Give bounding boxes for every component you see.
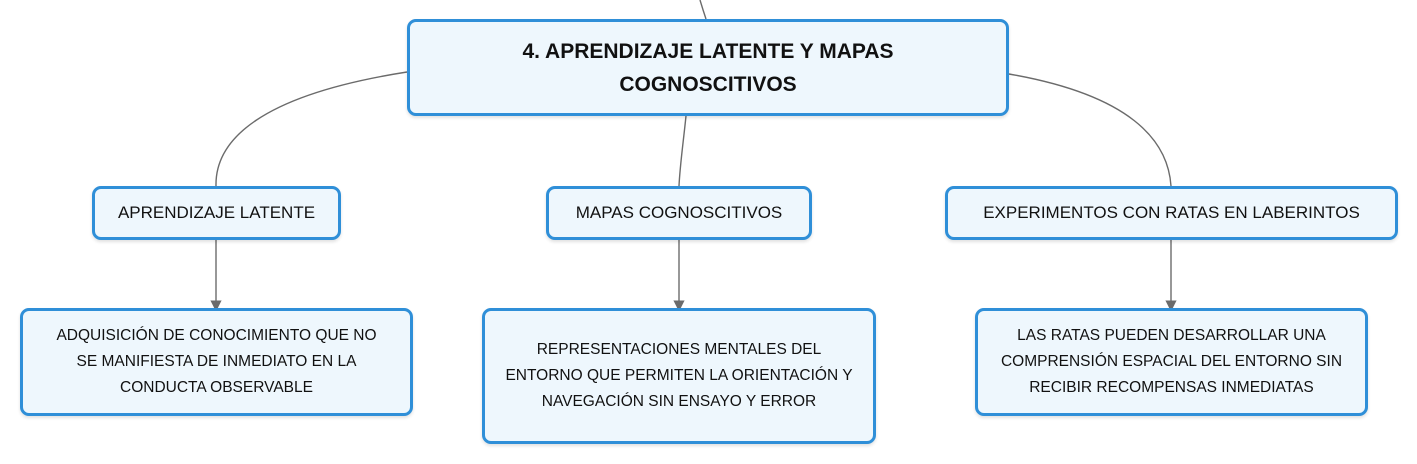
root-topic-line-2: COGNOSCITIVOS — [619, 72, 797, 96]
subtopic-line: COMPRENSIÓN ESPACIAL DEL ENTORNO SIN — [1000, 353, 1343, 370]
connector-parent-to-root — [700, 0, 706, 19]
subtopic-text — [56, 323, 376, 401]
subtopic-line: ADQUISICIÓN DE CONOCIMIENTO QUE NO — [56, 327, 377, 344]
connector-root-to-aprendizaje-latente — [216, 72, 407, 186]
connector-root-to-mapas-cognoscitivos — [679, 116, 686, 186]
topic-node-experimentos-con-ratas[interactable] — [945, 186, 1398, 240]
subtopic-node-representaciones-mentales[interactable] — [482, 308, 876, 444]
subtopic-line: CONDUCTA OBSERVABLE — [120, 379, 313, 396]
subtopic-node-adquisicion[interactable] — [20, 308, 413, 416]
connector-root-to-experimentos — [1009, 74, 1171, 186]
topic-label: EXPERIMENTOS CON RATAS EN LABERINTOS — [983, 203, 1360, 222]
subtopic-line: NAVEGACIÓN SIN ENSAYO Y ERROR — [541, 393, 817, 410]
root-topic-text — [522, 35, 893, 101]
subtopic-text — [1001, 323, 1342, 401]
subtopic-text — [505, 337, 852, 415]
subtopic-line: LAS RATAS PUEDEN DESARROLLAR UNA — [1017, 327, 1326, 344]
subtopic-line: RECIBIR RECOMPENSAS INMEDIATAS — [1029, 379, 1314, 396]
subtopic-line: SE MANIFIESTA DE INMEDIATO EN LA — [76, 353, 357, 370]
root-topic-line-1: 4. APRENDIZAJE LATENTE Y MAPAS — [522, 39, 894, 63]
topic-node-mapas-cognoscitivos[interactable] — [546, 186, 812, 240]
subtopic-line: REPRESENTACIONES MENTALES DEL — [536, 341, 822, 358]
subtopic-node-ratas-comprension-espacial[interactable] — [975, 308, 1368, 416]
root-topic-node[interactable] — [407, 19, 1009, 116]
topic-node-aprendizaje-latente[interactable] — [92, 186, 341, 240]
subtopic-line: ENTORNO QUE PERMITEN LA ORIENTACIÓN Y — [505, 367, 853, 384]
topic-label: APRENDIZAJE LATENTE — [117, 203, 316, 222]
topic-label: MAPAS COGNOSCITIVOS — [575, 203, 783, 222]
